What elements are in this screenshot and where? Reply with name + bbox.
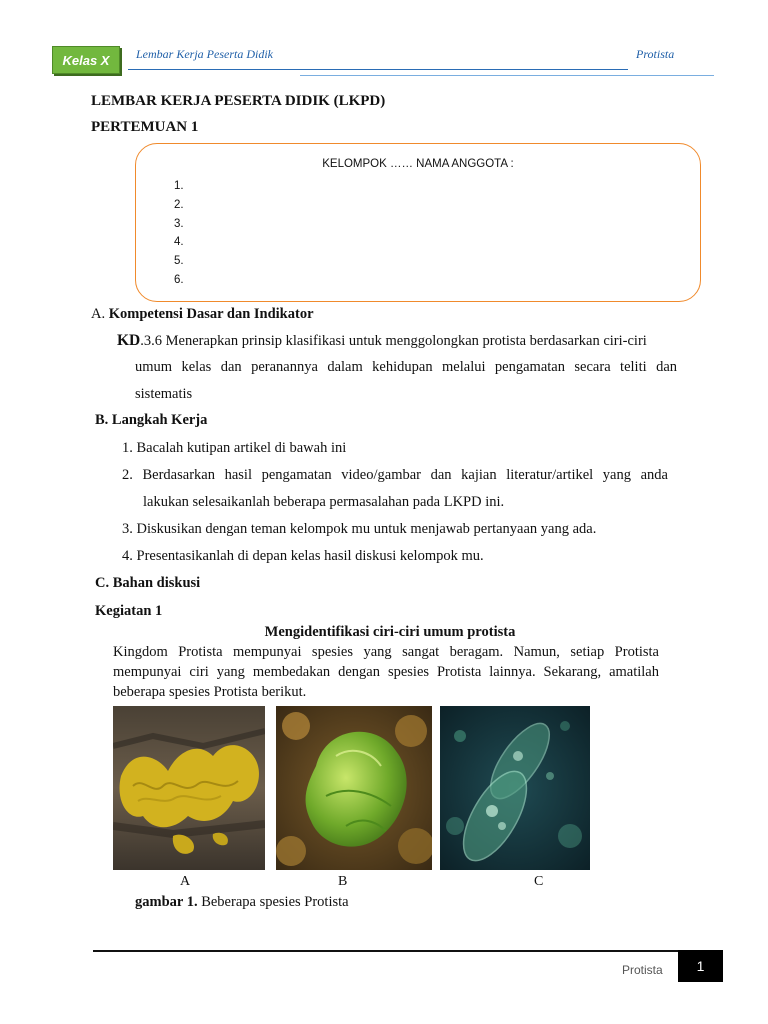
group-heading: KELOMPOK …… NAMA ANGGOTA : [322,158,514,170]
section-c-heading: C. Bahan diskusi [95,575,201,591]
member-item: 1. [174,180,184,192]
class-badge [52,46,120,74]
kd-line-3: sistematis [135,386,193,402]
member-item: 3. [174,217,184,230]
header-subject: Protista [636,47,675,61]
section-b-heading: B. Langkah Kerja [95,412,208,428]
page-number-label: 1 [696,958,705,974]
section-a-heading [91,306,314,323]
activity-para-line-1: Kingdom Protista mempunyai spesies yang sangat beragam. Namun, setiap Protista [113,644,659,660]
kd-label: KD [117,332,141,349]
kd-line-1 [117,332,677,350]
protist-image-slime-mold [113,706,265,870]
member-item: 2. [174,198,184,211]
activity-subtitle: Mengidentifikasi ciri-ciri umum protista [264,624,516,640]
step-item: 2. Berdasarkan hasil pengamatan video/gambar dan kajian literatur/artikel yang anda [122,467,668,483]
footer-subject: Protista [622,963,663,977]
header-divider [128,69,628,70]
activity-para-line-2: mempunyai ciri yang membedakan dengan spesies Protista lainnya. Sekarang, amatilah [113,664,659,680]
header-title: Lembar Kerja Peserta Didik [136,47,273,61]
step-item: 4. Presentasikanlah di depan kelas hasil diskusi kelompok mu. [122,548,484,564]
member-item: 6. [174,273,184,286]
activity-title: Kegiatan 1 [95,603,163,619]
class-badge-label: Kelas X [62,52,110,68]
step-item: 3. Diskusikan dengan teman kelompok mu untuk menjawab pertanyaan yang ada. [122,521,597,537]
figure-caption-text: Beberapa spesies Protista [197,894,349,910]
member-item: 4. [174,236,184,249]
image-label-c: C [534,874,544,889]
kd-line-2: umum kelas dan peranannya dalam kehidupan melalui pengamatan secara teliti dan [135,359,677,375]
figure-caption [135,894,349,911]
group-members-box [135,143,701,302]
step-item: 1. Bacalah kutipan artikel di bawah ini [122,440,347,456]
section-a-title: Kompetensi Dasar dan Indikator [108,306,314,322]
protist-image-green-algae [276,706,432,870]
footer-divider [93,950,723,952]
kd-text: .3.6 Menerapkan prinsip klasifikasi untuk menggolongkan protista berdasarkan ciri-ciri [140,333,647,349]
image-label-b: B [338,874,348,889]
member-item: 5. [174,255,184,268]
page-number [678,950,723,982]
image-label-a: A [180,874,191,889]
member-list [174,177,184,290]
protist-image-paramecium [440,706,590,870]
document-title: LEMBAR KERJA PESERTA DIDIK (LKPD) [91,93,386,109]
meeting-title: PERTEMUAN 1 [91,119,199,135]
activity-para-line-3: beberapa spesies Protista berikut. [113,684,307,700]
step-item-continued: lakukan selesaikanlah beberapa permasalahan pada LKPD ini. [143,494,505,510]
header-divider-secondary [300,75,714,76]
figure-caption-label: gambar 1. [135,894,198,910]
section-a-letter: A. [91,306,106,322]
